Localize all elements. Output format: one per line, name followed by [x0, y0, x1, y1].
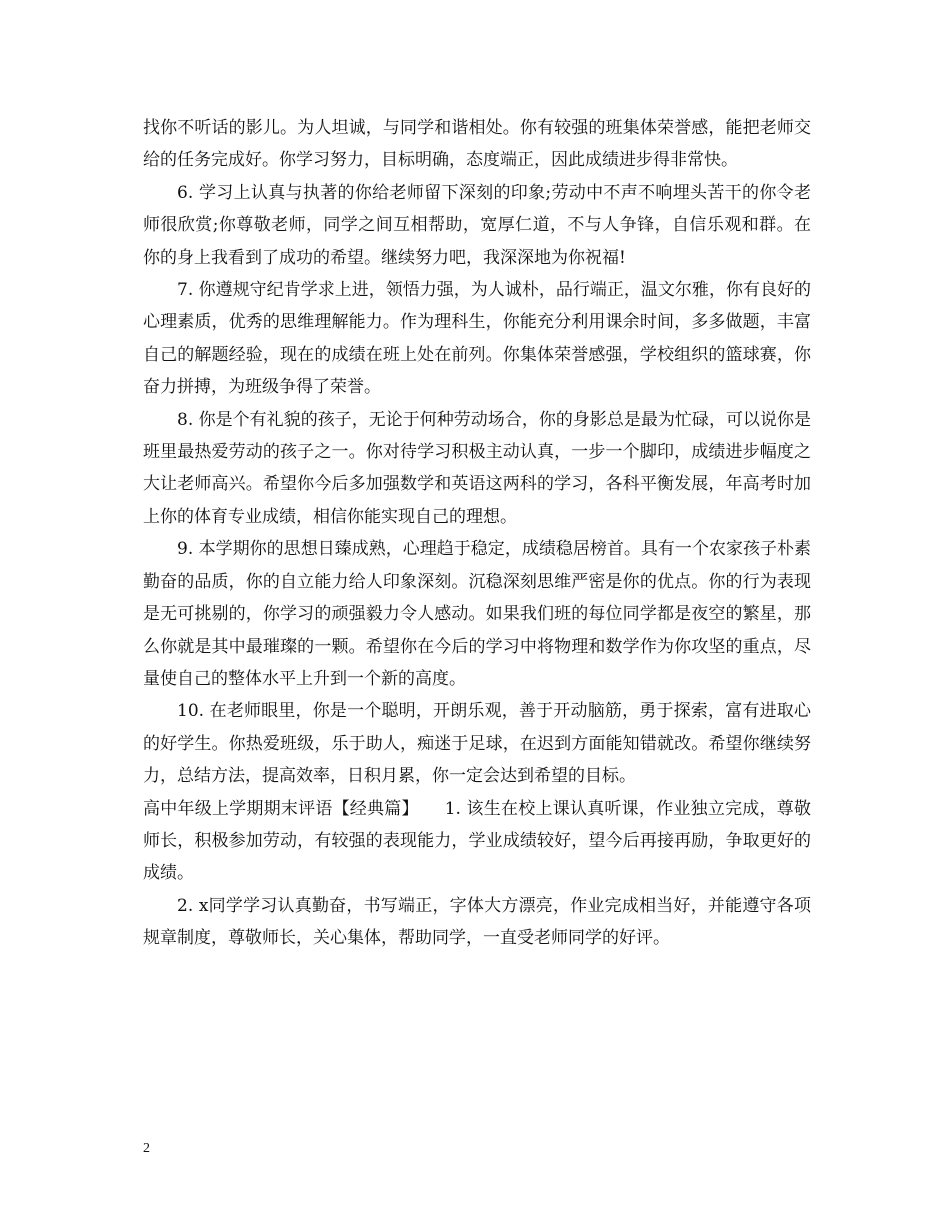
document-body: [143, 112, 811, 955]
paragraph-item-10: 10. 在老师眼里，你是一个聪明，开朗乐观，善于开动脑筋，勇于探索，富有进取心的好学生。你热爱班级，乐于助人，痴迷于足球，在迟到方面能知错就改。希望你继续努力，总结方法，提高效率，日积月累，你一定会达到希望的目标。: [143, 701, 811, 787]
paragraph-item-6: 6. 学习上认真与执著的你给老师留下深刻的印象;劳动中不声不响埋头苦干的你令老师很欣赏;你尊敬老师，同学之间互相帮助，宽厚仁道，不与人争锋，自信乐观和群。在你的身上我看到了成功的希望。继续努力吧，我深深地为你祝福!: [143, 182, 811, 268]
page-number: 2: [143, 1141, 150, 1156]
paragraph-item-9: 9. 本学期你的思想日臻成熟，心理趋于稳定，成绩稳居榜首。具有一个农家孩子朴素勤奋的品质，你的自立能力给人印象深刻。沉稳深刻思维严密是你的优点。你的行为表现是无可挑剔的，你学习的顽强毅力令人感动。如果我们班的每位同学都是夜空的繁星，那么你就是其中最璀璨的一颗。希望你在今后的学习中将物理和数学作为你攻坚的重点，尽量使自己的整体水平上升到一个新的高度。: [143, 539, 811, 689]
paragraph-item-7: 7. 你遵规守纪肯学求上进，领悟力强，为人诚朴，品行端正，温文尔雅，你有良好的心理素质，优秀的思维理解能力。作为理科生，你能充分利用课余时间，多多做题，丰富自己的解题经验，现在的成绩在班上处在前列。你集体荣誉感强，学校组织的篮球赛，你奋力拼搏，为班级争得了荣誉。: [143, 280, 811, 398]
paragraph-continuation: 找你不听话的影儿。为人坦诚，与同学和谐相处。你有较强的班集体荣誉感，能把老师交给的任务完成好。你学习努力，目标明确，态度端正，因此成绩进步得非常快。: [143, 118, 811, 171]
paragraph-item-8: 8. 你是个有礼貌的孩子，无论于何种劳动场合，你的身影总是最为忙碌，可以说你是班里最热爱劳动的孩子之一。你对待学习积极主动认真，一步一个脚印，成绩进步幅度之大让老师高兴。希望你今后多加强数学和英语这两科的学习，各科平衡发展，年高考时加上你的体育专业成绩，相信你能实现自己的理想。: [143, 409, 811, 527]
paragraph-item-2: 2. x同学学习认真勤奋，书写端正，字体大方漂亮，作业完成相当好，并能遵守各项规章制度，尊敬师长，关心集体，帮助同学，一直受老师同学的好评。: [143, 895, 811, 949]
section-heading-paragraph: 高中年级上学期期末评语【经典篇】 1. 该生在校上课认真听课，作业独立完成，尊敬师长，积极参加劳动，有较强的表现能力，学业成绩较好，望今后再接再励，争取更好的成绩。: [143, 798, 811, 884]
